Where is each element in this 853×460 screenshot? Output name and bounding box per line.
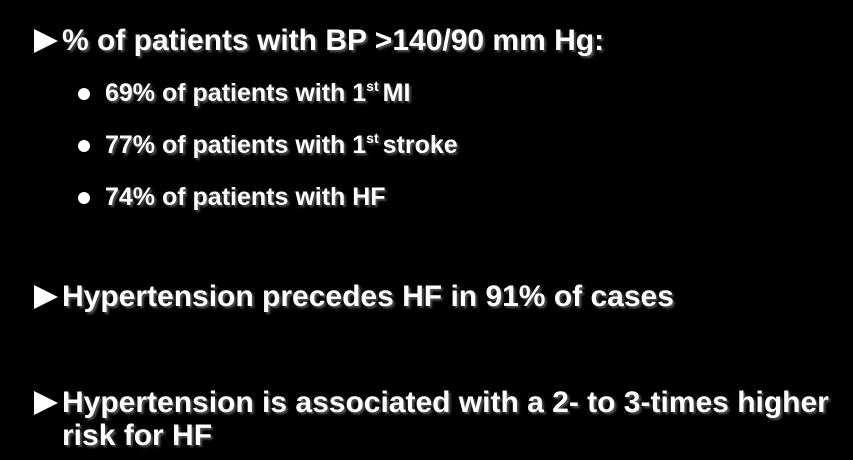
sub-bullet-text-tail: MI bbox=[382, 79, 411, 107]
ordinal-superscript: st bbox=[366, 78, 379, 94]
sub-bullet-stroke bbox=[78, 132, 458, 159]
sub-bullet-text bbox=[105, 80, 410, 107]
triangle-arrow-icon bbox=[34, 29, 58, 53]
sub-bullet-text bbox=[105, 184, 386, 211]
triangle-arrow-icon bbox=[34, 391, 58, 415]
ordinal-superscript: st bbox=[366, 130, 379, 146]
round-dot-icon bbox=[78, 88, 90, 100]
bullet-text: Hypertension precedes HF in 91% of cases bbox=[62, 280, 674, 313]
bullet-bp-percentage bbox=[34, 24, 604, 57]
bullet-text: % of patients with BP >140/90 mm Hg: bbox=[62, 24, 605, 57]
sub-bullet-mi bbox=[78, 80, 458, 107]
sub-bullet-hf bbox=[78, 184, 458, 211]
bullet-precedes-hf bbox=[34, 280, 674, 313]
sub-bullet-list bbox=[78, 80, 458, 236]
triangle-arrow-icon bbox=[34, 285, 58, 309]
sub-bullet-text-tail: stroke bbox=[382, 131, 458, 159]
sub-bullet-text-main: 77% of patients with 1 bbox=[105, 131, 367, 159]
bullet-text: Hypertension is associated with a 2- to 3-times higher risk for HF bbox=[62, 386, 829, 452]
sub-bullet-text bbox=[105, 132, 458, 159]
round-dot-icon bbox=[78, 140, 90, 152]
bullet-hf-risk bbox=[34, 386, 834, 452]
round-dot-icon bbox=[78, 192, 90, 204]
sub-bullet-text-main: 74% of patients with HF bbox=[105, 183, 386, 211]
sub-bullet-text-main: 69% of patients with 1 bbox=[105, 79, 367, 107]
